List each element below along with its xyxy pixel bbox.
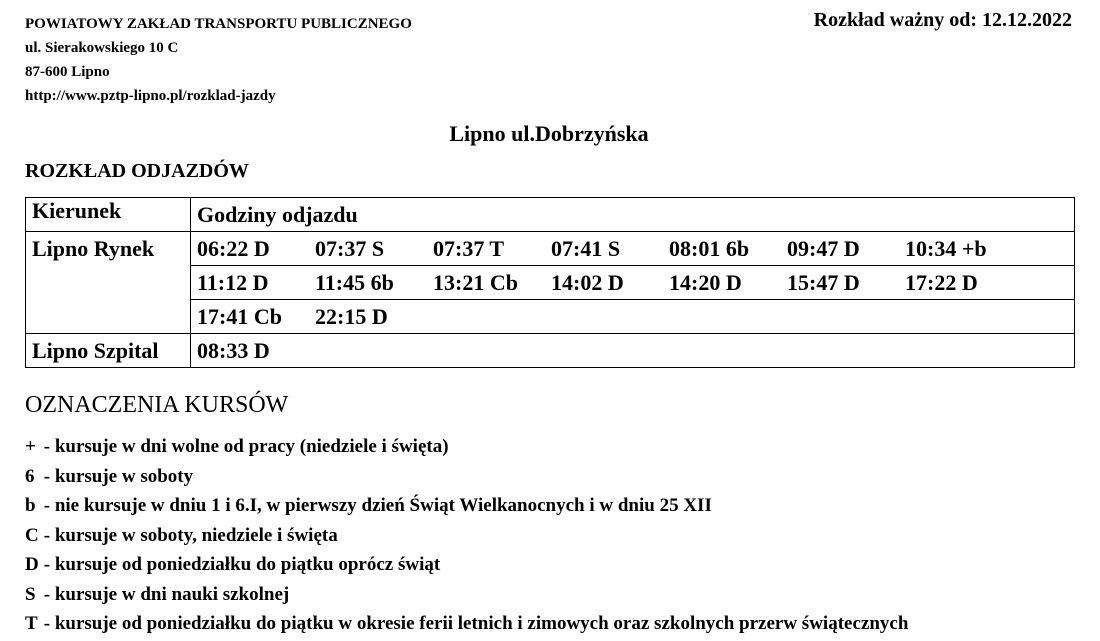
- legend-text: - kursuje w soboty, niedziele i święta: [39, 524, 338, 546]
- legend-item: [25, 550, 908, 580]
- company-street: ul. Sierakowskiego 10 C: [25, 40, 179, 56]
- legend-text: - kursuje w dni nauki szkolnej: [39, 583, 290, 605]
- legend-symbol: S: [25, 583, 36, 605]
- departure-time: 11:45 6b: [315, 269, 394, 295]
- valid-from: Rozkład ważny od: 12.12.2022: [813, 9, 1072, 31]
- departure-time: 07:37 T: [433, 235, 505, 261]
- legend-symbol: C: [25, 524, 39, 546]
- departure-time: 22:15 D: [315, 303, 388, 329]
- legend-text: - kursuje od poniedziałku do piątku oprócz świąt: [39, 554, 441, 575]
- legend-text: - kursuje od poniedziałku do piątku w okresie ferii letnich i zimowych oraz szkolnych przerw świątecznych: [39, 613, 909, 634]
- stop-name: Lipno ul.Dobrzyńska: [449, 121, 649, 146]
- legend-symbol: b: [25, 495, 36, 516]
- departure-time: 09:47 D: [787, 235, 860, 261]
- departure-time: 15:47 D: [787, 269, 860, 295]
- company-url[interactable]: http://www.pztp-lipno.pl/rozklad-jazdy: [25, 88, 276, 104]
- table-row: [26, 232, 1075, 266]
- legend-title: OZNACZENIA KURSÓW: [25, 392, 289, 418]
- departure-time: 08:33 D: [197, 337, 270, 363]
- departure-time: 10:34 +b: [905, 235, 987, 261]
- timetable-header-row: [26, 198, 1075, 232]
- departure-time: 14:02 D: [551, 269, 624, 295]
- times-cell: [191, 300, 1075, 334]
- timetable: [25, 197, 1075, 368]
- legend-text: - nie kursuje w dniu 1 i 6.I, w pierwszy dzień Świąt Wielkanocnych i w dniu 25 XII: [39, 495, 712, 516]
- departure-time: 13:21 Cb: [433, 269, 518, 295]
- legend-symbol: T: [25, 613, 38, 634]
- section-title: ROZKŁAD ODJAZDÓW: [25, 160, 249, 182]
- departure-time: 08:01 6b: [669, 235, 750, 261]
- times-cell: [191, 334, 1075, 368]
- header-times: Godziny odjazdu: [191, 198, 1075, 232]
- departure-time: 14:20 D: [669, 269, 742, 295]
- legend-text: - kursuje w dni wolne od pracy (niedziele i święta): [39, 436, 449, 457]
- departure-time: 06:22 D: [197, 235, 270, 261]
- times-cell: [191, 266, 1075, 300]
- legend-text: - kursuje w soboty: [39, 465, 194, 487]
- legend-item: [25, 521, 908, 551]
- legend-symbol: 6: [25, 465, 35, 487]
- departure-time: 07:37 S: [315, 235, 385, 261]
- departure-time: 11:12 D: [197, 269, 269, 295]
- legend-item: [25, 491, 908, 521]
- legend-item: [25, 580, 908, 610]
- legend-symbol: +: [25, 436, 36, 457]
- company-city: 87-600 Lipno: [25, 64, 110, 80]
- header-direction: Kierunek: [26, 198, 191, 232]
- company-name: POWIATOWY ZAKŁAD TRANSPORTU PUBLICZNEGO: [25, 16, 412, 32]
- departure-time: 17:41 Cb: [197, 303, 282, 329]
- direction-cell: Lipno Rynek: [26, 232, 191, 334]
- legend-symbol: D: [25, 554, 39, 575]
- times-cell: [191, 232, 1075, 266]
- table-row: [26, 334, 1075, 368]
- legend-item: [25, 432, 908, 462]
- legend: [25, 432, 908, 639]
- legend-item: [25, 462, 908, 492]
- departure-time: 07:41 S: [551, 235, 621, 261]
- company-header: [25, 12, 412, 108]
- direction-cell: Lipno Szpital: [26, 334, 191, 368]
- departure-time: 17:22 D: [905, 269, 978, 295]
- legend-item: [25, 609, 908, 639]
